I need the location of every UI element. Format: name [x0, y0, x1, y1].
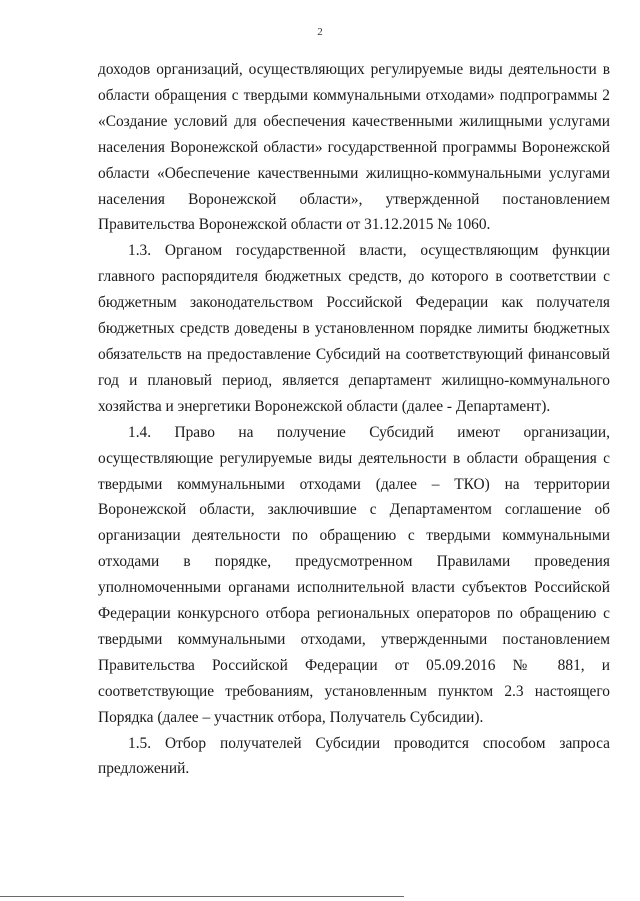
footer-rule — [0, 896, 404, 897]
text-line: населения Воронежской области» государственной программы Воронежской — [98, 138, 610, 156]
text-line: главного распорядителя бюджетных средств, до которого в соответствии с — [98, 268, 610, 286]
text-line: отходами в порядке, предусмотренном Правилами проведения — [98, 553, 610, 571]
text-line: уполномоченными органами исполнительной власти субъектов Российской — [98, 579, 610, 597]
text-line: хозяйства и энергетики Воронежской области (далее - Департамент). — [98, 397, 551, 415]
text-line: бюджетных средств доведены в установленном порядке лимиты бюджетных — [98, 320, 610, 338]
text-line: Порядка (далее – участник отбора, Получатель Субсидии). — [98, 708, 484, 726]
text-line: твердыми коммунальными отходами (далее – ТКО) на территории — [98, 475, 610, 493]
text-line: доходов организаций, осуществляющих регулируемые виды деятельности в — [98, 61, 610, 78]
text-line: осуществляющие регулируемые виды деятельности в области обращения с — [98, 449, 610, 467]
text-line: «Создание условий для обеспечения качественными жилищными услугами — [98, 112, 610, 130]
text-line: 1.5. Отбор получателей Субсидии проводится способом запроса — [128, 734, 610, 752]
text-line: год и плановый период, является департамент жилищно-коммунального — [98, 371, 610, 389]
text-line: Федерации конкурсного отбора региональных операторов по обращению с — [98, 605, 610, 623]
text-line: населения Воронежской области», утвержденной постановлением — [98, 190, 610, 208]
text-line: 1.4. Право на получение Субсидий имеют организации, — [128, 423, 610, 441]
text-line: Воронежской области, заключившие с Департаментом соглашение об — [98, 501, 610, 519]
text-line: организации деятельности по обращению с твердыми коммунальными — [98, 527, 610, 545]
paragraph-1-3 — [98, 238, 610, 419]
text-line: соответствующие требованиям, установленным пунктом 2.3 настоящего — [98, 682, 610, 700]
document-body — [98, 57, 610, 782]
text-line: обязательств на предоставление Субсидий на соответствующий финансовый — [98, 345, 610, 363]
paragraph-1-4 — [98, 420, 610, 731]
text-line: области «Обеспечение качественными жилищно-коммунальными услугами — [98, 164, 610, 182]
text-line: твердыми коммунальными отходами, утвержденными постановлением — [98, 630, 610, 648]
text-line: предложений. — [98, 760, 190, 778]
text-line: области обращения с твердыми коммунальными отходами» подпрограммы 2 — [98, 86, 610, 104]
text-line: Правительства Российской Федерации от 05.09.2016 № 881, и — [98, 656, 610, 674]
text-line: Правительства Воронежской области от 31.12.2015 № 1060. — [98, 216, 491, 234]
text-line: 1.3. Органом государственной власти, осуществляющим функции — [128, 242, 610, 260]
paragraph-subsidy-purpose-continued — [98, 57, 610, 238]
paragraph-1-5 — [98, 731, 610, 783]
text-line: бюджетным законодательством Российской Федерации как получателя — [98, 294, 610, 312]
page-number: 2 — [317, 26, 323, 38]
